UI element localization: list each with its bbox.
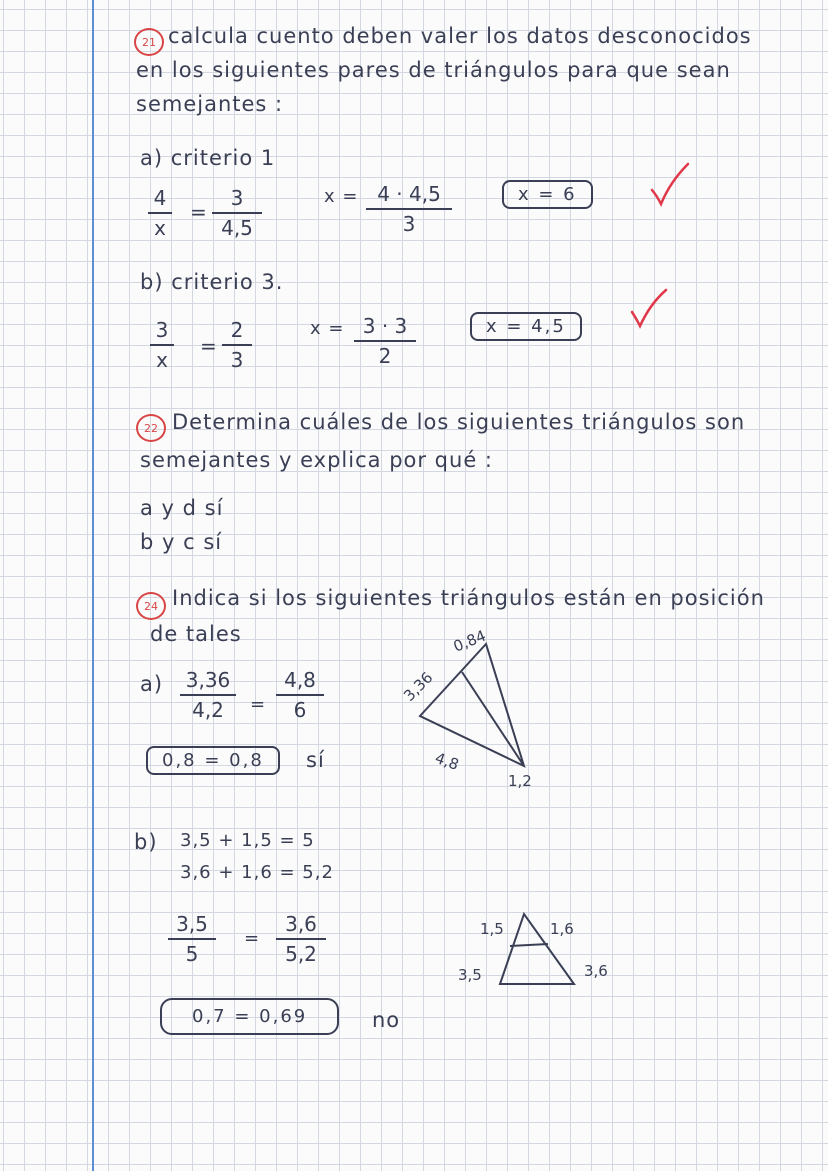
margin-line <box>92 0 94 1171</box>
triangle-a-label-corner: 1,2 <box>508 772 532 790</box>
triangle-a-diagram <box>400 620 560 800</box>
q21b-fraction-3 <box>354 314 416 368</box>
q24b-label: b) <box>134 830 158 854</box>
q21b-result-box: x = 4,5 <box>470 312 582 341</box>
denominator: x <box>154 216 166 240</box>
q24b-fraction-2 <box>276 912 326 966</box>
numerator: 4 · 4,5 <box>377 182 441 206</box>
triangle-b-label-top-left: 1,5 <box>480 920 504 938</box>
q21a-fraction-1 <box>148 186 172 240</box>
check-mark-icon <box>628 286 668 330</box>
question-22-number: 22 <box>136 414 166 442</box>
numerator: 3,36 <box>185 668 231 692</box>
numerator: 3 · 3 <box>362 314 408 338</box>
q24b-equals: = <box>244 928 261 949</box>
q24a-result-box: 0,8 = 0,8 <box>146 746 280 775</box>
triangle-a-label-top: 0,84 <box>450 626 489 656</box>
q21b-equals: = <box>200 334 218 358</box>
q24b-sum-1: 3,5 + 1,5 = 5 <box>180 830 315 851</box>
q21a-equals: = <box>190 200 208 224</box>
q21b-fraction-1 <box>150 318 174 372</box>
triangle-a-label-left: 3,36 <box>400 668 437 705</box>
question-24-number: 24 <box>136 592 166 620</box>
numerator: 4,8 <box>284 668 316 692</box>
q21a-label: a) criterio 1 <box>140 146 276 170</box>
q21a-fraction-2 <box>212 186 262 240</box>
denominator: x <box>156 348 168 372</box>
numerator: 4 <box>153 186 167 210</box>
q21b-label: b) criterio 3. <box>140 270 284 294</box>
q21b-x-label: x = <box>310 318 345 339</box>
triangle-b-label-bottom-left: 3,5 <box>458 966 482 984</box>
numerator: 3,5 <box>176 912 208 936</box>
numerator: 3 <box>230 186 244 210</box>
numerator: 3 <box>155 318 169 342</box>
q24a-fraction-1 <box>180 668 236 722</box>
q21b-fraction-2 <box>222 318 252 372</box>
denominator: 5,2 <box>285 942 317 966</box>
q22-text-line1: Determina cuáles de los siguientes triángulos son <box>172 410 746 434</box>
triangle-b-diagram <box>450 900 650 1000</box>
triangle-a-label-bottom: 4,8 <box>432 748 462 774</box>
q21a-result-box: x = 6 <box>502 180 593 209</box>
q21-text-line2: en los siguientes pares de triángulos para que sean <box>136 58 731 82</box>
q24a-label: a) <box>140 672 164 696</box>
denominator: 2 <box>378 344 392 368</box>
denominator: 4,5 <box>221 216 253 240</box>
denominator: 6 <box>293 698 307 722</box>
check-mark-icon <box>648 160 690 208</box>
numerator: 2 <box>230 318 244 342</box>
q21-text-line1: calcula cuento deben valer los datos desconocidos <box>168 24 752 48</box>
q22-answer-1: a y d sí <box>140 496 224 520</box>
q21a-x-label: x = <box>324 186 359 207</box>
triangle-b-label-bottom-right: 3,6 <box>584 962 608 980</box>
q24-text-line1: Indica si los siguientes triángulos están en posición <box>172 586 765 610</box>
question-21-number: 21 <box>134 28 164 56</box>
q22-text-line2: semejantes y explica por qué : <box>140 448 493 472</box>
q21-text-line3: semejantes : <box>136 92 284 116</box>
triangle-b-label-top-right: 1,6 <box>550 920 574 938</box>
q21a-fraction-3 <box>366 182 452 236</box>
q24a-fraction-2 <box>276 668 324 722</box>
numerator: 3,6 <box>285 912 317 936</box>
denominator: 4,2 <box>192 698 224 722</box>
denominator: 3 <box>230 348 244 372</box>
q24a-verdict: sí <box>306 748 325 772</box>
q24b-verdict: no <box>372 1008 401 1032</box>
q24b-fraction-1 <box>168 912 216 966</box>
q24b-sum-2: 3,6 + 1,6 = 5,2 <box>180 862 334 883</box>
q24b-result-box: 0,7 = 0,69 <box>160 998 339 1035</box>
q22-answer-2: b y c sí <box>140 530 223 554</box>
denominator: 3 <box>402 212 416 236</box>
denominator: 5 <box>185 942 199 966</box>
q24a-equals: = <box>250 694 267 715</box>
q24-text-line2: de tales <box>150 622 242 646</box>
